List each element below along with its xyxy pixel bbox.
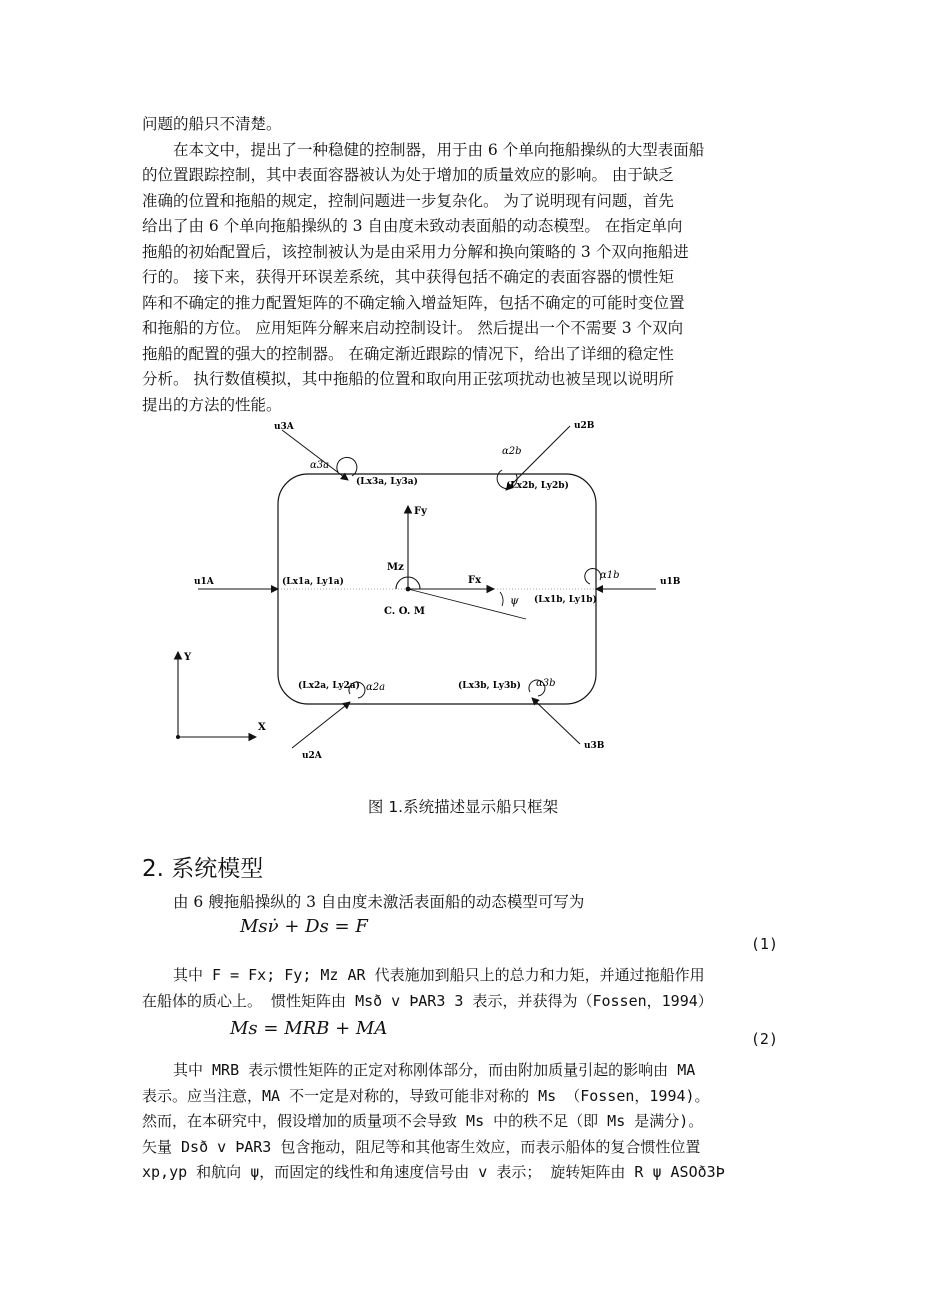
label-fy: Fy	[414, 506, 427, 517]
label-pos-2a: (Lx2a, Ly2a)	[298, 681, 360, 691]
label-psi: ψ	[510, 594, 519, 607]
intro-line: 和拖船的方位。 应用矩阵分解来启动控制设计。 然后提出一个不需要 3 个双向	[142, 319, 684, 337]
label-u1b: u1B	[660, 577, 681, 587]
paragraph-3-line: 然而，在本研究中，假设增加的质量项不会导致 Ms 中的秩不足（即 Ms 是满分)。	[142, 1112, 704, 1130]
paragraph-3-line: 表示。应当注意，MA 不一定是对称的，导致可能非对称的 Ms （Fossen，1994)。	[142, 1086, 710, 1105]
heading-line	[408, 589, 526, 619]
label-pos-3b: (Lx3b, Ly3b)	[458, 681, 521, 691]
equation-1: Msν̇ + Ds = F	[240, 916, 368, 937]
paragraph-2-line: 在船体的质心上。 惯性矩阵由 Msð v ÞAR3 3 表示，并获得为（Fossen，1994）	[142, 991, 713, 1010]
label-alpha-1b: α1b	[600, 570, 620, 581]
label-u2a: u2A	[302, 751, 322, 761]
angle-arc-1b	[585, 569, 601, 584]
label-pos-1a: (Lx1a, Ly1a)	[282, 577, 344, 587]
vessel-frame-diagram	[160, 412, 700, 772]
heading-angle-arc	[500, 592, 503, 606]
label-mz: Mz	[387, 562, 404, 573]
label-u1a: u1A	[194, 577, 214, 587]
tug-force-u2a	[292, 702, 350, 748]
paragraph-3-line: 矢量 Dsð v ÞAR3 包含拖动，阻尼等和其他寄生效应，而表示船体的复合惯性位置	[142, 1137, 701, 1156]
label-pos-3a: (Lx3a, Ly3a)	[356, 477, 418, 487]
intro-line: 分析。 执行数值模拟，其中拖船的位置和取向用正弦项扰动也被呈现以说明所	[142, 370, 674, 388]
intro-paragraph	[142, 112, 788, 418]
paragraph-2-line: 其中 F = Fx; Fy; Mz AR 代表施加到船只上的总力和力矩，并通过拖船作用	[173, 966, 705, 984]
origin-point	[176, 735, 180, 739]
section-intro	[142, 890, 788, 916]
equation-2-number: (2)	[750, 1030, 778, 1048]
label-y-axis: Y	[184, 652, 192, 663]
label-alpha-2a: α2a	[366, 682, 386, 693]
intro-line: 行的。 接下来，获得开环误差系统，其中获得包括不确定的表面容器的惯性矩	[142, 268, 674, 286]
label-pos-1b: (Lx1b, Ly1b)	[534, 595, 597, 605]
figure-caption: 图 1.系统描述显示船只框架	[367, 798, 559, 816]
label-alpha-3a: α3a	[310, 460, 330, 471]
section-intro-line: 由 6 艘拖船操纵的 3 自由度未激活表面船的动态模型可写为	[173, 893, 585, 911]
tug-force-u3a	[282, 430, 348, 480]
intro-line: 拖船的初始配置后，该控制被认为是由采用力分解和换向策略的 3 个双向拖船进	[142, 242, 689, 261]
intro-line: 给出了由 6 个单向拖船操纵的 3 自由度未致动表面船的动态模型。 在指定单向	[142, 217, 683, 235]
label-x-axis: X	[258, 722, 266, 733]
intro-line: 提出的方法的性能。	[142, 395, 282, 414]
section-heading: 2. 系统模型	[142, 856, 264, 882]
paragraph-3-line: 其中 MRB 表示惯性矩阵的正定对称刚体部分，而由附加质量引起的影响由 MA	[173, 1061, 696, 1079]
label-alpha-3b: α3b	[536, 678, 556, 689]
equation-1-number: (1)	[750, 935, 778, 953]
intro-line: 在本文中，提出了一种稳健的控制器，用于由 6 个单向拖船操纵的大型表面船	[173, 140, 705, 159]
intro-line: 的位置跟踪控制，其中表面容器被认为处于增加的质量效应的影响。 由于缺乏	[142, 166, 674, 184]
intro-line: 问题的船只不清楚。	[142, 115, 282, 133]
angle-arc-3a	[337, 457, 357, 476]
label-u3a: u3A	[274, 422, 294, 432]
tug-force-u3b	[532, 698, 580, 744]
paragraph-2	[142, 963, 788, 1014]
equation-2: Ms = MRB + MA	[230, 1018, 388, 1039]
label-fx: Fx	[468, 575, 482, 586]
paragraph-3	[142, 1058, 788, 1186]
intro-line: 阵和不确定的推力配置矩阵的不确定输入增益矩阵，包括不确定的可能时变位置	[142, 293, 685, 312]
label-com: C. O. M	[384, 606, 425, 617]
intro-line: 准确的位置和拖船的规定，控制问题进一步复杂化。 为了说明现有问题，首先	[142, 191, 674, 210]
com-point	[406, 587, 411, 592]
intro-line: 拖船的配置的强大的控制器。 在确定渐近跟踪的情况下，给出了详细的稳定性	[142, 344, 674, 363]
label-pos-2b: (Lx2b, Ly2b)	[506, 481, 569, 491]
label-u2b: u2B	[574, 421, 595, 431]
paragraph-3-line: xp,yp 和航向 ψ，而固定的线性和角速度信号由 v 表示； 旋转矩阵由 R ψ ASOð3Þ	[142, 1163, 725, 1181]
label-u3b: u3B	[584, 741, 605, 751]
label-alpha-2b: α2b	[502, 446, 522, 457]
